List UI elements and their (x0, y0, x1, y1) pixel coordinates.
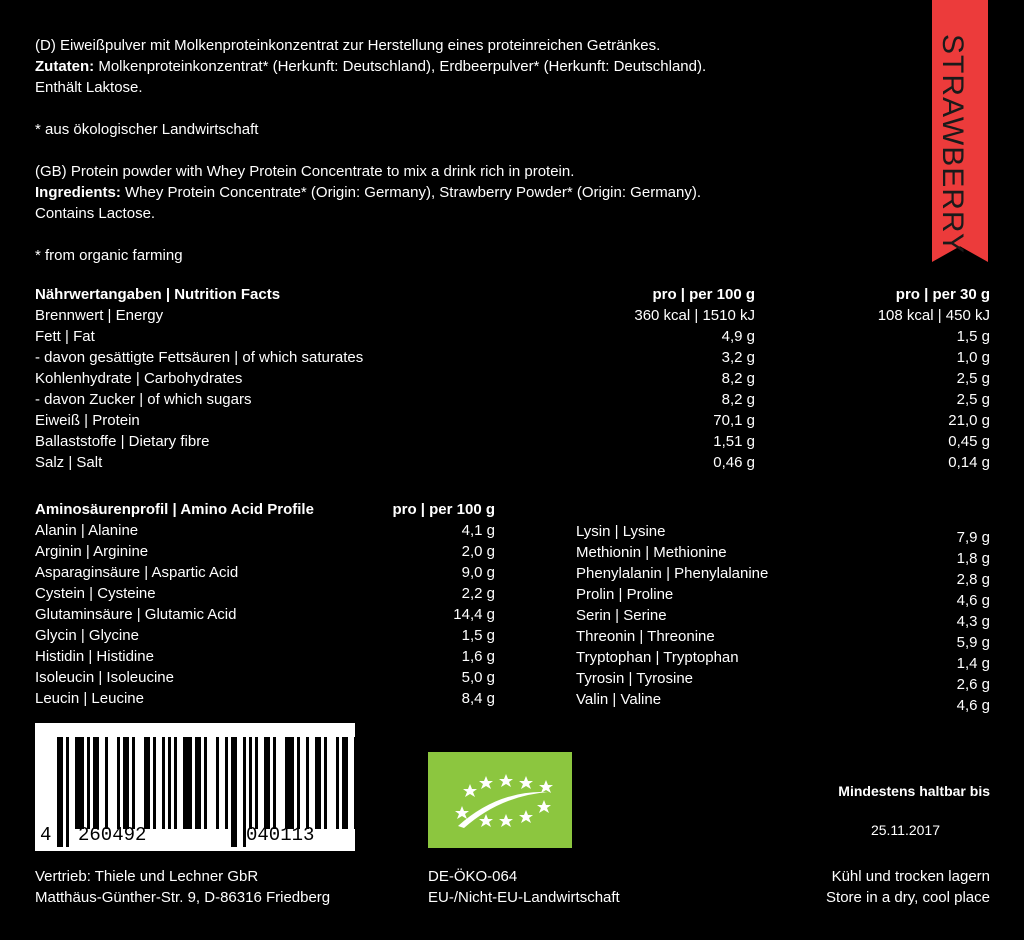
nutrition-header (35, 284, 990, 305)
nutrition-label: - davon Zucker | of which sugars (35, 391, 252, 408)
nutrition-row (35, 452, 990, 473)
amino-value: 1,6 g (461, 648, 495, 665)
amino-label: Asparaginsäure | Aspartic Acid (35, 564, 239, 581)
amino-label: Arginin | Arginine (35, 543, 149, 560)
barcode-digit-first: 4 (40, 824, 52, 846)
nutrition-col-100g: pro | per 100 g (652, 286, 755, 303)
amino-value: 2,6 g (956, 676, 990, 693)
amino-value: 4,6 g (956, 592, 990, 609)
amino-label: Isoleucin | Isoleucine (35, 669, 174, 686)
certification-origin: EU-/Nicht-EU-Landwirtschaft (428, 889, 620, 906)
best-before-label: Mindestens haltbar bis (838, 783, 990, 799)
nutrition-value-100g: 0,46 g (713, 454, 755, 471)
amino-row (35, 520, 495, 541)
amino-row (576, 647, 990, 672)
amino-row (35, 541, 495, 562)
amino-label: Histidin | Histidine (35, 648, 154, 665)
barcode-digit-group-2: 040113 (246, 824, 315, 846)
nutrition-value-30g: 2,5 g (956, 391, 990, 408)
amino-label: Cystein | Cysteine (35, 585, 156, 602)
nutrition-label: - davon gesättigte Fettsäuren | of which saturates (35, 349, 364, 366)
de-lactose: Enthält Laktose. (35, 79, 143, 96)
amino-label: Valin | Valine (576, 691, 662, 708)
nutrition-row (35, 305, 990, 326)
de-description: (D) Eiweißpulver mit Molkenproteinkonzentrat zur Herstellung eines proteinreichen Getränkes. (35, 37, 661, 54)
gb-ingredients-text: Whey Protein Concentrate* (Origin: Germany), Strawberry Powder* (Origin: Germany). (120, 184, 702, 201)
nutrition-value-100g: 8,2 g (721, 391, 755, 408)
nutrition-label: Fett | Fat (35, 328, 95, 345)
gb-description: (GB) Protein powder with Whey Protein Concentrate to mix a drink rich in protein. (35, 163, 575, 180)
eu-leaf-stars-icon (428, 752, 572, 848)
amino-label: Glycin | Glycine (35, 627, 139, 644)
distributor-address: Matthäus-Günther-Str. 9, D-86316 Friedberg (35, 889, 331, 906)
nutrition-row (35, 410, 990, 431)
amino-row (35, 583, 495, 604)
de-ingredients-text: Molkenproteinkonzentrat* (Herkunft: Deutschland), Erdbeerpulver* (Herkunft: Deutschland). (94, 58, 707, 75)
amino-value: 9,0 g (461, 564, 495, 581)
amino-row (576, 521, 990, 546)
nutrition-value-30g: 0,14 g (948, 454, 990, 471)
distributor-name: Vertrieb: Thiele und Lechner GbR (35, 868, 259, 885)
amino-value: 1,5 g (461, 627, 495, 644)
barcode-digit-group-1: 260492 (78, 824, 147, 846)
amino-value: 4,3 g (956, 613, 990, 630)
amino-value: 1,4 g (956, 655, 990, 672)
amino-row (35, 604, 495, 625)
nutrition-value-100g: 8,2 g (721, 370, 755, 387)
nutrition-value-30g: 1,0 g (956, 349, 990, 366)
nutrition-value-100g: 1,51 g (713, 433, 755, 450)
amino-row (576, 668, 990, 693)
amino-value: 2,8 g (956, 571, 990, 588)
de-ingredients-label: Zutaten: (35, 58, 95, 75)
gb-lactose: Contains Lactose. (35, 205, 156, 222)
nutrition-label: Brennwert | Energy (35, 307, 164, 324)
gb-footnote: * from organic farming (35, 247, 183, 264)
amino-label: Threonin | Threonine (576, 628, 715, 645)
amino-label: Tyrosin | Tyrosine (576, 670, 693, 687)
amino-row (35, 667, 495, 688)
gb-ingredients-label: Ingredients: (35, 184, 121, 201)
barcode-number (40, 822, 350, 848)
eu-organic-logo (428, 752, 572, 848)
amino-label: Tryptophan | Tryptophan (576, 649, 739, 666)
amino-label: Glutaminsäure | Glutamic Acid (35, 606, 237, 623)
nutrition-value-100g: 70,1 g (713, 412, 755, 429)
amino-row (576, 626, 990, 651)
gb-ingredients (35, 182, 915, 203)
nutrition-row (35, 368, 990, 389)
amino-label: Serin | Serine (576, 607, 667, 624)
amino-value: 1,8 g (956, 550, 990, 567)
amino-label: Methionin | Methionine (576, 544, 727, 561)
amino-value: 8,4 g (461, 690, 495, 707)
amino-label: Leucin | Leucine (35, 690, 144, 707)
nutrition-row (35, 347, 990, 368)
nutrition-label: Kohlenhydrate | Carbohydrates (35, 370, 243, 387)
amino-value: 7,9 g (956, 529, 990, 546)
nutrition-label: Eiweiß | Protein (35, 412, 140, 429)
amino-row (576, 584, 990, 609)
amino-header (35, 499, 495, 520)
amino-value: 2,0 g (461, 543, 495, 560)
amino-row (576, 689, 990, 714)
nutrition-row (35, 389, 990, 410)
amino-value: 5,9 g (956, 634, 990, 651)
flavor-label: STRAWBERRY (936, 34, 969, 255)
nutrition-title: Nährwertangaben | Nutrition Facts (35, 286, 281, 303)
nutrition-row (35, 431, 990, 452)
amino-label: Lysin | Lysine (576, 523, 666, 540)
amino-title: Aminosäurenprofil | Amino Acid Profile (35, 501, 314, 518)
nutrition-value-30g: 21,0 g (948, 412, 990, 429)
nutrition-value-100g: 3,2 g (721, 349, 755, 366)
certification-code: DE-ÖKO-064 (428, 868, 518, 885)
nutrition-label: Salz | Salt (35, 454, 103, 471)
de-footnote: * aus ökologischer Landwirtschaft (35, 121, 259, 138)
amino-value: 4,6 g (956, 697, 990, 714)
nutrition-col-30g: pro | per 30 g (895, 286, 990, 303)
amino-row (576, 563, 990, 588)
amino-row (35, 646, 495, 667)
nutrition-value-30g: 108 kcal | 450 kJ (877, 307, 990, 324)
nutrition-value-100g: 4,9 g (721, 328, 755, 345)
nutrition-value-30g: 2,5 g (956, 370, 990, 387)
amino-label: Alanin | Alanine (35, 522, 139, 539)
amino-row (35, 688, 495, 709)
amino-value: 4,1 g (461, 522, 495, 539)
nutrition-row (35, 326, 990, 347)
ingredients-block (35, 35, 915, 266)
amino-value: 2,2 g (461, 585, 495, 602)
best-before-date: 25.11.2017 (870, 822, 940, 838)
amino-label: Phenylalanin | Phenylalanine (576, 565, 769, 582)
amino-value: 14,4 g (453, 606, 495, 623)
storage-de: Kühl und trocken lagern (831, 868, 990, 885)
amino-row (35, 562, 495, 583)
nutrition-value-100g: 360 kcal | 1510 kJ (634, 307, 755, 324)
amino-col-100g: pro | per 100 g (392, 501, 495, 518)
amino-value: 5,0 g (461, 669, 495, 686)
organic-certification (428, 866, 728, 908)
nutrition-value-30g: 0,45 g (948, 433, 990, 450)
amino-row (576, 542, 990, 567)
de-ingredients (35, 56, 915, 77)
amino-label: Prolin | Proline (576, 586, 674, 603)
storage-en: Store in a dry, cool place (826, 889, 990, 906)
nutrition-value-30g: 1,5 g (956, 328, 990, 345)
amino-row (576, 605, 990, 630)
nutrition-label: Ballaststoffe | Dietary fibre (35, 433, 210, 450)
amino-row (35, 625, 495, 646)
distributor (35, 866, 415, 908)
